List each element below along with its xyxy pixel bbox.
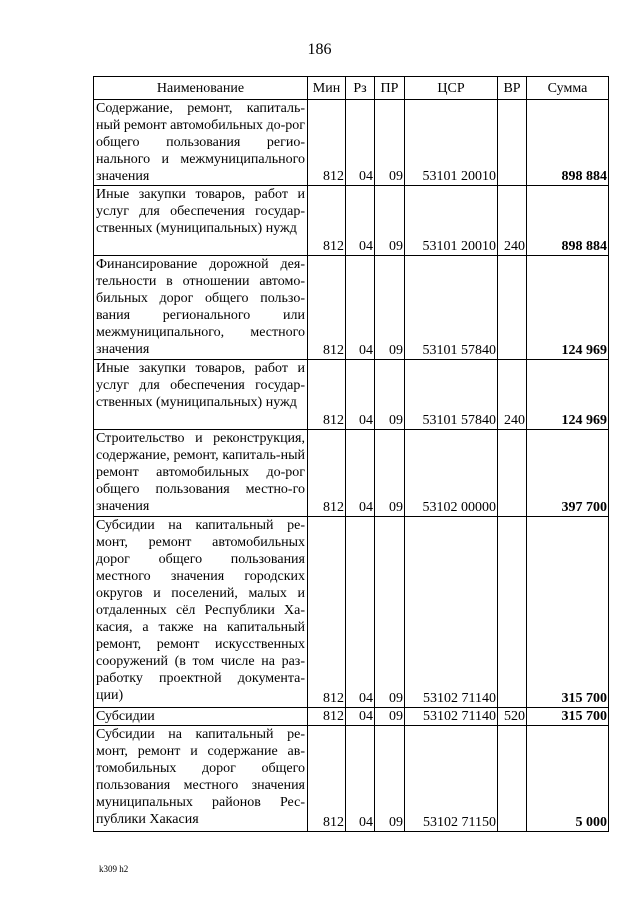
row-rz: 04 (346, 517, 375, 708)
table-row (94, 100, 609, 186)
row-name: Финансирование дорожной дея-тельности в отношении автомо-бильных дорог общего пользо-вания регионального или межмуниципального, местного значения (94, 256, 308, 360)
header-min: Мин (308, 77, 346, 100)
row-rz: 04 (346, 726, 375, 832)
row-vr (498, 256, 527, 360)
row-csr: 53101 57840 (405, 360, 498, 430)
row-vr: 520 (498, 708, 527, 726)
row-name: Содержание, ремонт, капиталь-ный ремонт автомобильных до-рог общего пользования регио-нального и межмуниципального значения (94, 100, 308, 186)
row-rz: 04 (346, 186, 375, 256)
row-sum: 315 700 (527, 517, 609, 708)
row-rz: 04 (346, 256, 375, 360)
header-pr: ПР (375, 77, 405, 100)
row-csr: 53102 71140 (405, 708, 498, 726)
row-pr: 09 (375, 430, 405, 517)
document-code: k309 h2 (99, 864, 129, 874)
row-min: 812 (308, 708, 346, 726)
header-name: Наименование (94, 77, 308, 100)
row-sum: 124 969 (527, 256, 609, 360)
table-row (94, 726, 609, 832)
row-csr: 53102 71150 (405, 726, 498, 832)
row-csr: 53102 71140 (405, 517, 498, 708)
row-min: 812 (308, 256, 346, 360)
row-min: 812 (308, 186, 346, 256)
row-rz: 04 (346, 360, 375, 430)
header-rz: Рз (346, 77, 375, 100)
table-body (94, 100, 609, 832)
row-name: Субсидии на капитальный ре-монт, ремонт и содержание ав-томобильных дорог общего пользования местного значения муниципальных районов Рес-публики Хакасия (94, 726, 308, 832)
row-pr: 09 (375, 726, 405, 832)
header-vr: ВР (498, 77, 527, 100)
row-rz: 04 (346, 708, 375, 726)
row-name: Субсидии на капитальный ре-монт, ремонт автомобильных дорог общего пользования местного значения городских округов и поселений, малых и отдаленных сёл Республики Ха-касия, а также на капитальный ремонт, ремонт искусственных сооружений (в том числе на раз-работку проектной документа-ции) (94, 517, 308, 708)
row-min: 812 (308, 100, 346, 186)
row-vr (498, 517, 527, 708)
row-csr: 53101 20010 (405, 100, 498, 186)
table-row (94, 360, 609, 430)
row-rz: 04 (346, 430, 375, 517)
row-sum: 898 884 (527, 186, 609, 256)
row-vr (498, 430, 527, 517)
row-sum: 397 700 (527, 430, 609, 517)
row-sum: 898 884 (527, 100, 609, 186)
row-min: 812 (308, 517, 346, 708)
header-row (94, 77, 609, 100)
table-header (94, 77, 609, 100)
row-min: 812 (308, 726, 346, 832)
table-row (94, 517, 609, 708)
row-vr (498, 100, 527, 186)
table-row (94, 708, 609, 726)
budget-table (93, 76, 609, 832)
row-name: Иные закупки товаров, работ и услуг для обеспечения государ-ственных (муниципальных) нужд (94, 186, 308, 256)
row-vr: 240 (498, 360, 527, 430)
table-row (94, 186, 609, 256)
row-csr: 53101 57840 (405, 256, 498, 360)
row-sum: 315 700 (527, 708, 609, 726)
page-number: 186 (307, 41, 332, 58)
row-pr: 09 (375, 100, 405, 186)
row-name: Субсидии (94, 708, 308, 726)
row-min: 812 (308, 360, 346, 430)
row-sum: 5 000 (527, 726, 609, 832)
row-vr (498, 726, 527, 832)
table-row (94, 256, 609, 360)
row-pr: 09 (375, 517, 405, 708)
row-name: Строительство и реконструкция, содержание, ремонт, капиталь-ный ремонт автомобильных до-рог общего пользования местно-го значения (94, 430, 308, 517)
table-row (94, 430, 609, 517)
row-name: Иные закупки товаров, работ и услуг для обеспечения государ-ственных (муниципальных) нужд (94, 360, 308, 430)
row-min: 812 (308, 430, 346, 517)
row-pr: 09 (375, 708, 405, 726)
row-sum: 124 969 (527, 360, 609, 430)
header-csr: ЦСР (405, 77, 498, 100)
row-pr: 09 (375, 256, 405, 360)
row-csr: 53101 20010 (405, 186, 498, 256)
row-rz: 04 (346, 100, 375, 186)
row-csr: 53102 00000 (405, 430, 498, 517)
row-pr: 09 (375, 360, 405, 430)
row-vr: 240 (498, 186, 527, 256)
row-pr: 09 (375, 186, 405, 256)
header-sum: Сумма (527, 77, 609, 100)
